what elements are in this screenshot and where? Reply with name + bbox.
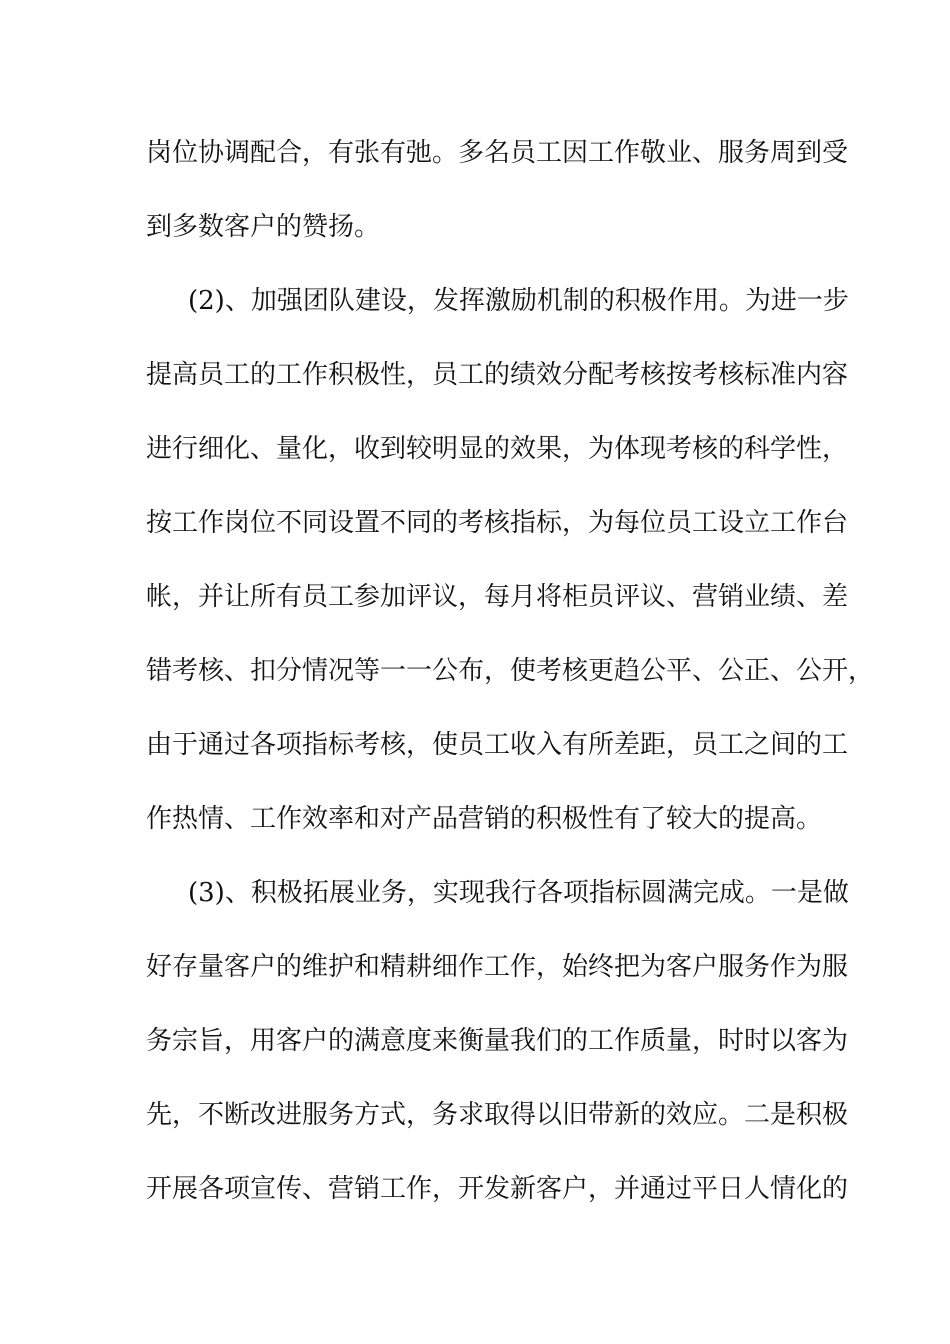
text-line: 错考核、扣分情况等一一公布，使考核更趋公平、公正、公开，	[146, 656, 875, 686]
text-line: 好存量客户的维护和精耕细作工作，始终把为客户服务作为服	[146, 952, 849, 982]
text-line: 开展各项宣传、营销工作，开发新客户，并通过平日人情化的	[146, 1174, 849, 1204]
text-line: 帐，并让所有员工参加评议，每月将柜员评议、营销业绩、差	[146, 582, 849, 612]
text-line: 提高员工的工作积极性，员工的绩效分配考核按考核标准内容	[146, 360, 849, 390]
text-line: 岗位协调配合，有张有弛。多名员工因工作敬业、服务周到受	[146, 138, 849, 168]
paragraph-start-line: (2)、加强团队建设，发挥激励机制的积极作用。为进一步	[188, 286, 849, 316]
text-line: 务宗旨，用客户的满意度来衡量我们的工作质量，时时以客为	[146, 1026, 849, 1056]
text-line: 由于通过各项指标考核，使员工收入有所差距，员工之间的工	[146, 730, 849, 760]
text-line: 作热情、工作效率和对产品营销的积极性有了较大的提高。	[146, 804, 823, 834]
text-line: 到多数客户的赞扬。	[146, 212, 381, 242]
text-line: 进行细化、量化，收到较明显的效果，为体现考核的科学性，	[146, 434, 849, 464]
text-line: 按工作岗位不同设置不同的考核指标，为每位员工设立工作台	[146, 508, 849, 538]
text-line: 先，不断改进服务方式，务求取得以旧带新的效应。二是积极	[146, 1100, 849, 1130]
paragraph-start-line: (3)、积极拓展业务，实现我行各项指标圆满完成。一是做	[188, 878, 849, 908]
